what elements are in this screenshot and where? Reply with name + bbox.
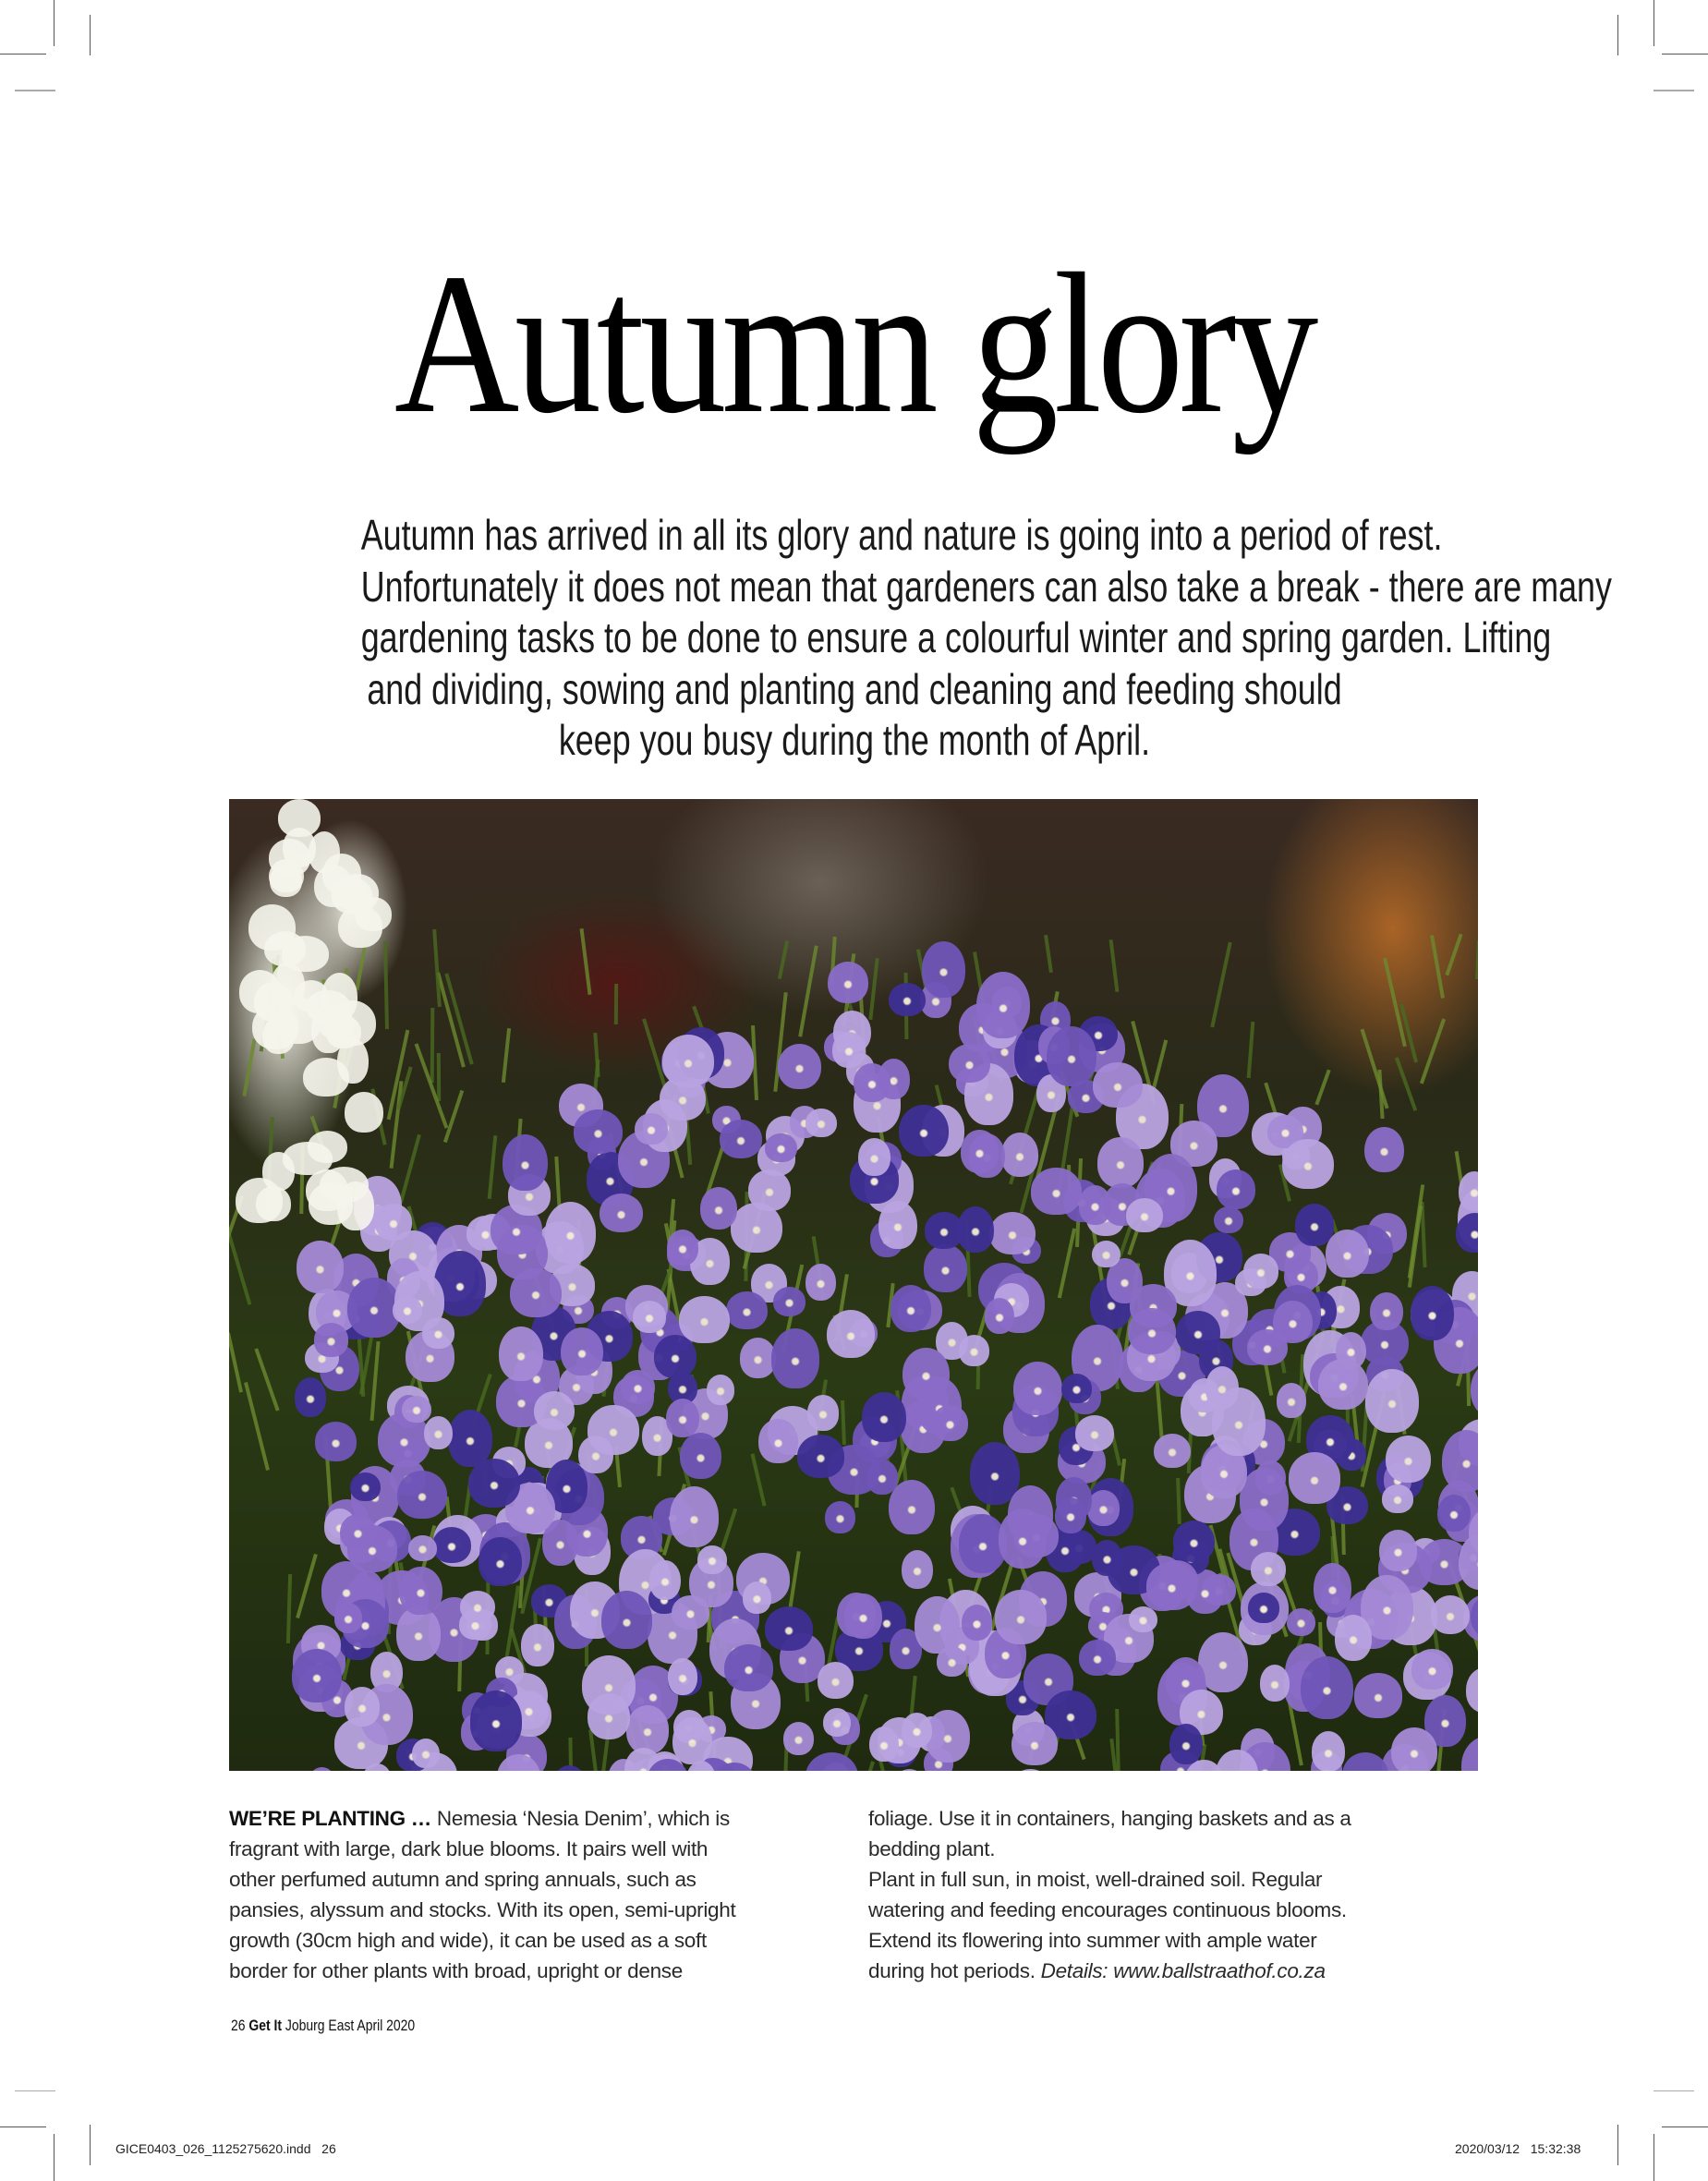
flower xyxy=(902,1550,933,1589)
flower xyxy=(985,1298,1014,1334)
crop-mark xyxy=(90,15,91,55)
flower xyxy=(878,1201,917,1250)
caption-line: other perfumed autumn and spring annuals, such as xyxy=(229,1868,697,1891)
flower xyxy=(1318,1359,1368,1411)
flower xyxy=(1386,1436,1431,1483)
flower xyxy=(932,1405,969,1441)
crop-mark xyxy=(0,2126,46,2127)
crop-mark xyxy=(54,0,55,46)
flower xyxy=(869,1727,899,1762)
flower xyxy=(748,1169,792,1211)
crop-mark xyxy=(1662,54,1708,55)
foliage-stroke xyxy=(229,1232,252,1305)
flower xyxy=(432,1527,471,1563)
flower xyxy=(771,1328,820,1388)
flower xyxy=(1459,1171,1478,1211)
flower xyxy=(832,1032,866,1068)
flower xyxy=(1243,1254,1278,1289)
flower xyxy=(976,972,1030,1038)
foliage-stroke xyxy=(437,1053,441,1101)
flower xyxy=(778,1044,821,1089)
flower xyxy=(1055,1497,1086,1533)
flower xyxy=(700,1187,737,1230)
flower xyxy=(1364,1127,1404,1173)
caption-lead-in: WE’RE PLANTING … xyxy=(229,1807,431,1830)
foliage-stroke xyxy=(254,1349,279,1412)
caption-column-2 xyxy=(868,1803,1469,1986)
flower xyxy=(926,1710,970,1763)
flower xyxy=(1061,1374,1093,1404)
flower xyxy=(783,1722,814,1755)
flower xyxy=(743,1581,771,1614)
flower xyxy=(397,1471,447,1519)
flower xyxy=(1010,1769,1051,1771)
flower xyxy=(295,1377,326,1417)
foliage-stroke xyxy=(1211,942,1232,1028)
white-flower xyxy=(269,859,304,893)
flower xyxy=(949,1044,990,1083)
flower xyxy=(1301,1656,1353,1720)
flower xyxy=(534,1391,575,1430)
flower xyxy=(680,1433,721,1479)
flower xyxy=(412,1739,441,1769)
white-flower xyxy=(309,831,340,873)
white-flower xyxy=(262,1152,294,1191)
crop-mark xyxy=(15,90,55,91)
foliage-stroke xyxy=(1475,940,1478,979)
flower xyxy=(1011,1722,1057,1766)
flower xyxy=(1128,1308,1176,1355)
flower xyxy=(1092,1540,1121,1576)
flower xyxy=(666,1399,699,1437)
flower xyxy=(825,1501,854,1533)
flower xyxy=(902,1713,932,1748)
foliage-stroke xyxy=(399,1133,421,1202)
flower xyxy=(999,1509,1047,1569)
foliage-stroke xyxy=(242,1038,256,1096)
flower xyxy=(724,1644,773,1691)
flower xyxy=(1176,1311,1219,1354)
flower xyxy=(827,1310,875,1358)
page-number: 26 xyxy=(231,2017,246,2034)
flower xyxy=(470,1690,523,1751)
flower xyxy=(1075,1415,1115,1451)
flower xyxy=(314,1323,349,1357)
flower xyxy=(899,1105,949,1157)
standfirst-line: Unfortunately it does not mean that gardeners can also take a break - there are many xyxy=(360,562,1612,611)
standfirst-line: Autumn has arrived in all its glory and nature is going into a period of rest. xyxy=(360,511,1443,559)
flower xyxy=(1326,1230,1369,1278)
caption-line: bedding plant. xyxy=(868,1837,996,1860)
flower xyxy=(588,1405,638,1455)
flower xyxy=(633,1301,666,1333)
flower xyxy=(574,1109,624,1154)
flower xyxy=(1456,1213,1478,1253)
flower xyxy=(806,1109,837,1137)
flower xyxy=(1277,1383,1306,1418)
white-flower xyxy=(337,1038,369,1084)
flower xyxy=(1342,1752,1388,1771)
flower xyxy=(662,1035,715,1088)
flower xyxy=(468,1459,520,1508)
flower xyxy=(1205,1366,1239,1409)
caption-line: Plant in full sun, in moist, well-drained soil. Regular xyxy=(868,1868,1323,1891)
caption-line: Extend its flowering into summer with ample water xyxy=(868,1929,1317,1952)
foliage-stroke xyxy=(502,1028,511,1083)
flower xyxy=(1031,1168,1081,1215)
foliage-stroke xyxy=(229,1333,243,1393)
flower xyxy=(1047,1026,1096,1087)
flower xyxy=(672,1595,709,1630)
foliage-stroke xyxy=(383,941,389,1029)
flower xyxy=(649,1560,681,1601)
flower xyxy=(345,1687,380,1727)
flower xyxy=(1217,1169,1255,1209)
flower xyxy=(1382,1484,1413,1513)
flower xyxy=(866,1460,898,1495)
flower xyxy=(758,1419,797,1463)
crop-mark xyxy=(1653,90,1694,91)
flower xyxy=(1093,1062,1142,1108)
caption-line: growth (30cm high and wide), it can be used as a soft xyxy=(229,1929,707,1952)
flower xyxy=(340,1514,376,1550)
crop-mark xyxy=(0,54,46,55)
flower xyxy=(937,1646,967,1677)
flower xyxy=(806,1752,858,1772)
crop-mark xyxy=(15,2090,55,2091)
white-flower xyxy=(271,963,305,1007)
flower xyxy=(924,1244,968,1292)
flower xyxy=(797,1435,844,1478)
foliage-stroke xyxy=(613,984,617,1024)
foliage-stroke xyxy=(244,1382,270,1471)
page-folio xyxy=(231,2017,415,2035)
crop-mark xyxy=(1617,2125,1618,2165)
flower xyxy=(844,1593,882,1639)
foliage-stroke xyxy=(1109,939,1120,992)
flower xyxy=(503,1134,548,1192)
flower xyxy=(1240,1468,1289,1531)
flower xyxy=(1097,1137,1145,1188)
flower xyxy=(478,1537,522,1586)
flower xyxy=(707,1375,734,1405)
flower xyxy=(989,1212,1036,1255)
flower xyxy=(315,1422,357,1461)
standfirst-line: and dividing, sowing and planting and cleaning and feeding should xyxy=(367,664,1342,713)
flower xyxy=(393,1296,422,1324)
foliage-stroke xyxy=(1430,935,1445,999)
flower xyxy=(891,1769,927,1771)
crop-mark xyxy=(1653,2134,1654,2181)
white-flower xyxy=(332,878,372,914)
flower xyxy=(995,1590,1048,1643)
flower xyxy=(765,1606,813,1651)
flower xyxy=(545,1202,596,1264)
foliage-stroke xyxy=(1445,933,1462,975)
foliage-stroke xyxy=(841,1400,846,1445)
flower xyxy=(408,1535,436,1561)
foliage-stroke xyxy=(554,1157,561,1210)
white-flower xyxy=(248,904,295,951)
foliage-stroke xyxy=(579,928,591,994)
flower xyxy=(672,1717,711,1764)
foliage-stroke xyxy=(1361,1028,1389,1109)
flower xyxy=(460,1591,494,1623)
white-flower xyxy=(319,1008,355,1039)
flower xyxy=(1248,1593,1278,1623)
flower xyxy=(1411,1286,1453,1340)
foliage-stroke xyxy=(778,940,789,979)
flower xyxy=(654,1335,697,1378)
foliage-stroke xyxy=(1044,935,1053,973)
flower xyxy=(806,1264,836,1301)
flower xyxy=(601,1591,653,1649)
flower xyxy=(667,1230,697,1266)
print-slug-timestamp: 2020/03/12 15:32:38 xyxy=(1455,2141,1581,2156)
flower xyxy=(402,1396,431,1423)
foliage-stroke xyxy=(1395,1057,1417,1110)
foliage-stroke xyxy=(356,942,368,990)
crop-mark xyxy=(1653,2090,1694,2091)
flower xyxy=(1437,1495,1471,1533)
foliage-stroke xyxy=(1314,1070,1330,1106)
standfirst-line: gardening tasks to be done to ensure a colourful winter and spring garden. Lifting xyxy=(360,613,1552,661)
crop-mark xyxy=(1653,0,1654,46)
flower xyxy=(697,1545,727,1574)
flower xyxy=(828,962,868,1003)
flower xyxy=(1129,1606,1157,1632)
flower xyxy=(621,1370,655,1404)
flower xyxy=(668,1658,697,1695)
foliage-stroke xyxy=(1058,1228,1076,1298)
flower xyxy=(1251,1552,1286,1586)
flower xyxy=(922,941,965,998)
flower xyxy=(1214,1206,1243,1234)
foliage-stroke xyxy=(798,945,818,1036)
flower xyxy=(1273,1301,1313,1344)
flower xyxy=(292,1649,342,1702)
flower xyxy=(961,1130,999,1173)
flower xyxy=(552,1765,588,1771)
crop-mark xyxy=(1617,15,1618,55)
flower xyxy=(862,1392,907,1442)
nemesia-flower-photo xyxy=(229,799,1478,1771)
flower xyxy=(889,1480,935,1534)
flower xyxy=(858,1138,890,1176)
flower xyxy=(1379,1530,1417,1571)
flower xyxy=(1312,1731,1345,1771)
flower xyxy=(1295,1204,1334,1245)
flower xyxy=(1461,1736,1478,1771)
flower xyxy=(890,1285,931,1332)
flower xyxy=(600,1193,643,1232)
flower xyxy=(1365,1369,1419,1433)
flower xyxy=(626,1705,669,1754)
foliage-stroke xyxy=(369,1341,380,1421)
caption-line: during hot periods. Details: www.ballstraathof.co.za xyxy=(868,1959,1326,1982)
flower xyxy=(510,1268,561,1317)
flower xyxy=(1466,1667,1478,1712)
foliage-stroke xyxy=(286,1574,292,1643)
flower xyxy=(1391,1727,1437,1771)
foliage-stroke xyxy=(1176,1478,1181,1524)
flower xyxy=(308,1767,336,1771)
flower xyxy=(1459,1533,1478,1590)
flower xyxy=(424,1416,453,1449)
publication-name: Get It xyxy=(248,2017,283,2034)
foliage-stroke xyxy=(432,929,442,1007)
flower xyxy=(1289,1452,1340,1504)
white-flower xyxy=(320,1167,369,1203)
crop-mark xyxy=(1662,2126,1708,2127)
flower xyxy=(1173,1521,1216,1562)
flower xyxy=(1169,1724,1202,1765)
flower xyxy=(818,1662,854,1699)
flower xyxy=(521,1624,555,1666)
flower xyxy=(773,1287,806,1316)
flower xyxy=(1260,1665,1290,1702)
flower xyxy=(297,1241,344,1293)
flower xyxy=(1442,1430,1478,1492)
flower xyxy=(499,1327,542,1382)
foliage-stroke xyxy=(443,1090,464,1144)
flower xyxy=(1092,1241,1120,1268)
flower xyxy=(1287,1608,1315,1636)
foliage-stroke xyxy=(1115,1709,1120,1771)
foliage-stroke xyxy=(789,1551,802,1610)
foliage-stroke xyxy=(296,1554,318,1618)
flower xyxy=(957,1206,994,1253)
white-flower xyxy=(345,1092,383,1133)
flower xyxy=(1335,1615,1373,1661)
foliage-stroke xyxy=(860,1761,875,1771)
flower xyxy=(1001,1133,1039,1176)
foliage-stroke xyxy=(430,1008,435,1083)
details-link[interactable]: Details: www.ballstraathof.co.za xyxy=(1040,1959,1326,1982)
flower xyxy=(1146,1562,1197,1610)
page-title: Autumn glory xyxy=(394,233,1314,455)
flower xyxy=(448,1410,492,1467)
foliage-stroke xyxy=(1383,958,1407,1048)
caption-line: pansies, alyssum and stocks. With its open, semi-upright xyxy=(229,1898,736,1921)
flower xyxy=(889,983,926,1017)
flower xyxy=(582,1655,636,1715)
foliage-stroke xyxy=(488,1135,498,1199)
caption-line: watering and feeding encourages continuous blooms. xyxy=(868,1898,1347,1921)
flower xyxy=(670,1486,720,1547)
standfirst-line: keep you busy during the month of April. xyxy=(558,716,1151,764)
flower xyxy=(375,1204,412,1241)
print-slug-file: GICE0403_026_1125275620.indd 26 xyxy=(115,2141,336,2156)
crop-mark xyxy=(54,2134,55,2181)
edition: Joburg East April 2020 xyxy=(285,2017,416,2034)
flower xyxy=(962,1605,992,1641)
flower xyxy=(334,1603,362,1632)
flower xyxy=(1282,1139,1333,1189)
flower xyxy=(1431,1595,1470,1635)
caption-line: foliage. Use it in containers, hanging baskets and as a xyxy=(868,1807,1351,1830)
white-flower xyxy=(256,1186,291,1221)
flower xyxy=(396,1606,441,1661)
foliage-stroke xyxy=(868,958,878,1020)
foliage-stroke xyxy=(1420,1018,1446,1084)
flower xyxy=(854,1063,890,1103)
flower xyxy=(1154,1434,1191,1468)
flower xyxy=(959,1335,989,1366)
flower xyxy=(1411,1649,1452,1689)
crop-mark xyxy=(90,2125,91,2165)
caption-line: WE’RE PLANTING … Nemesia ‘Nesia Denim’, which is xyxy=(229,1807,730,1830)
flower xyxy=(635,1113,668,1145)
flower xyxy=(726,1291,768,1329)
flower xyxy=(1354,1673,1401,1717)
foliage-stroke xyxy=(1247,1022,1255,1078)
foliage-stroke xyxy=(1150,1040,1167,1094)
standfirst xyxy=(360,510,1612,767)
flower xyxy=(399,1567,442,1616)
caption-column-1 xyxy=(229,1803,830,1986)
flower xyxy=(350,1472,381,1501)
flower xyxy=(823,1708,851,1737)
flower xyxy=(1013,1362,1061,1415)
flower xyxy=(679,1296,729,1343)
flower xyxy=(1079,1640,1115,1676)
flower xyxy=(1370,1292,1403,1330)
flower xyxy=(561,1327,603,1375)
caption-line: border for other plants with broad, upright or dense xyxy=(229,1959,683,1982)
white-flower xyxy=(308,1131,347,1163)
flower xyxy=(720,1120,762,1158)
foliage-stroke xyxy=(750,1453,766,1506)
flower xyxy=(765,1133,796,1162)
caption-line: fragrant with large, dark blue blooms. It pairs well with xyxy=(229,1837,709,1860)
flower xyxy=(1126,1198,1163,1232)
